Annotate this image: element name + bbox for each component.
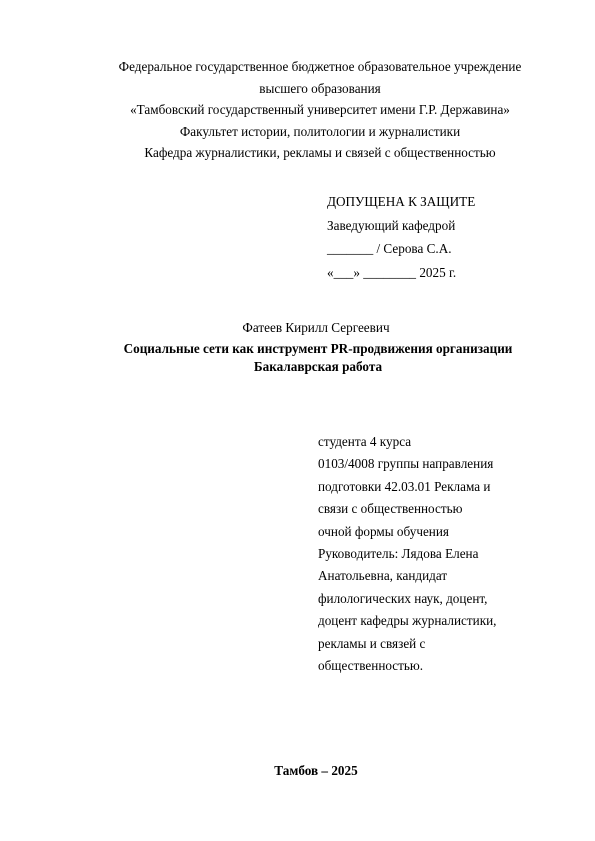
- title-line: Бакалаврская работа: [253, 359, 383, 374]
- student-info-line: 0103/4008 группы направления: [318, 456, 494, 472]
- title-line: Социальные сети как инструмент PR-продвижения организации: [123, 341, 513, 356]
- header-line: Кафедра журналистики, рекламы и связей с общественностью: [144, 145, 496, 160]
- approval-line: ДОПУЩЕНА К ЗАЩИТЕ: [327, 194, 476, 209]
- student-info-line: рекламы и связей с: [318, 635, 426, 651]
- student-info-line: Анатольевна, кандидат: [318, 568, 448, 584]
- thesis-title: [0, 340, 595, 376]
- approval-line: Заведующий кафедрой: [327, 217, 456, 233]
- student-info-line: очной формы обучения: [318, 523, 449, 539]
- approval-line: _______ / Серова С.А.: [327, 241, 452, 256]
- header-line: «Тамбовский государственный университет имени Г.Р. Державина»: [130, 102, 510, 117]
- student-info-line: подготовки 42.03.01 Реклама и: [318, 478, 491, 494]
- student-info-line: студента 4 курса: [318, 434, 412, 449]
- approval-block: [327, 190, 475, 284]
- header-line: Федеральное государственное бюджетное образовательное учреждение: [118, 59, 522, 74]
- student-info-block: [318, 431, 496, 677]
- student-info-line: Руководитель: Лядова Елена: [318, 546, 479, 562]
- header-line: высшего образования: [259, 80, 381, 96]
- approval-line: «___» ________ 2025 г.: [327, 264, 457, 280]
- institution-header: [0, 56, 595, 164]
- city-year-footer: Тамбов – 2025: [274, 763, 358, 778]
- student-info-line: филологических наук, доцент,: [318, 590, 488, 606]
- student-info-line: связи с общественностью: [318, 501, 463, 517]
- author-name: Фатеев Кирилл Сергеевич: [242, 320, 390, 335]
- header-line: Факультет истории, политологии и журналистики: [179, 123, 461, 139]
- student-info-line: общественностью.: [318, 658, 424, 674]
- student-info-line: доцент кафедры журналистики,: [318, 613, 497, 629]
